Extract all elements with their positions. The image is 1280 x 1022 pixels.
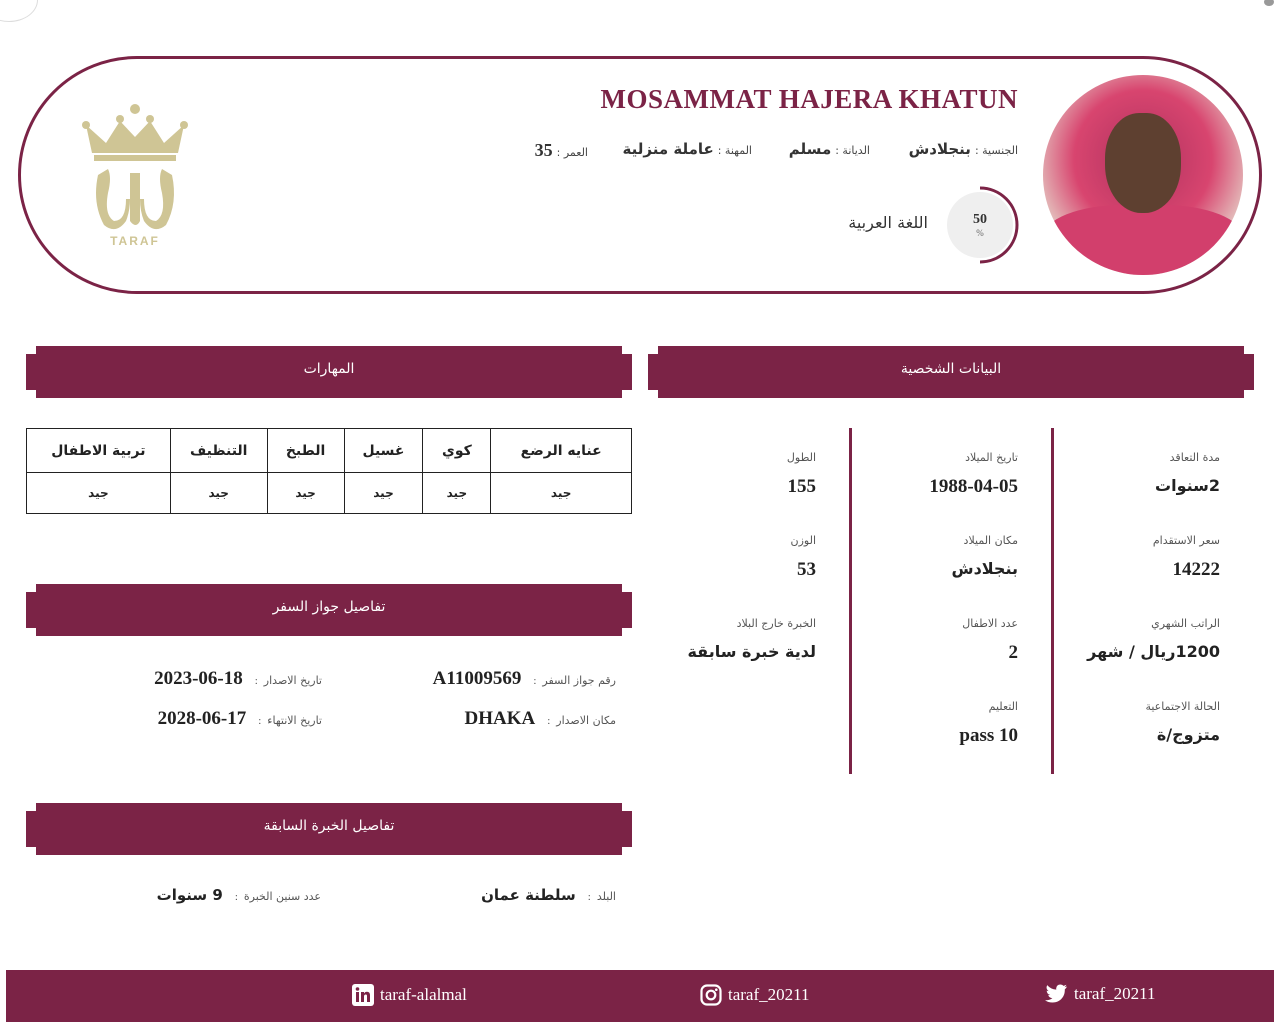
- skill-header: الطبخ: [267, 429, 344, 473]
- job-field: المهنة : عاملة منزلية: [622, 140, 752, 158]
- twitter-link[interactable]: taraf_20211: [1044, 984, 1156, 1004]
- scroll-indicator: [1264, 0, 1274, 6]
- passport-section-header: تفاصيل جواز السفر: [26, 584, 632, 636]
- corner-decoration: [0, 0, 38, 22]
- skills-table: [26, 428, 632, 514]
- linkedin-icon: [352, 984, 374, 1006]
- skill-header: كوي: [423, 429, 491, 473]
- skill-value: جيد: [267, 473, 344, 514]
- skills-value-row: [27, 473, 632, 514]
- skill-header: عنايه الرضع: [491, 429, 632, 473]
- skill-value: جيد: [170, 473, 267, 514]
- birth-date-field: تاريخ الميلاد 1988-04-05: [929, 451, 1018, 497]
- contract-field: مدة التعاقد 2سنوات: [1155, 451, 1220, 495]
- worker-name: MOSAMMAT HAJERA KHATUN: [600, 84, 1018, 114]
- skills-section-header: المهارات: [26, 346, 632, 398]
- profile-photo: [1043, 75, 1243, 275]
- salary-field: الراتب الشهري 1200ريال / شهر: [1087, 617, 1220, 661]
- passport-issue-date-field: تاريخ الاصدار : 2023-06-18: [154, 668, 322, 689]
- skill-header: تربية الاطفال: [27, 429, 171, 473]
- arabic-level-unit: %: [976, 228, 984, 238]
- nationality-field: الجنسية : بنجلادش: [908, 140, 1018, 158]
- skill-header: غسيل: [344, 429, 423, 473]
- marital-status-field: الحالة الاجتماعية متزوج/ة: [1145, 700, 1220, 744]
- weight-field: الوزن 53: [790, 534, 816, 580]
- education-field: التعليم pass 10: [959, 700, 1018, 746]
- height-field: الطول 155: [786, 451, 816, 497]
- abroad-experience-field: الخبرة خارج البلاد لدية خبرة سابقة: [687, 617, 816, 661]
- skill-value: جيد: [491, 473, 632, 514]
- instagram-icon: [700, 984, 722, 1006]
- experience-section-header: تفاصيل الخبرة السابقة: [26, 803, 632, 855]
- religion-field: الديانة : مسلم: [788, 140, 870, 158]
- skill-value: جيد: [27, 473, 171, 514]
- twitter-icon: [1044, 984, 1068, 1004]
- skills-header-row: [27, 429, 632, 473]
- experience-years-field: عدد سنين الخبرة : 9 سنوات: [156, 886, 321, 904]
- arabic-language-label: اللغة العربية: [848, 213, 928, 232]
- svg-text:TARAF: TARAF: [110, 234, 160, 248]
- arabic-level-value: 50: [973, 212, 987, 227]
- price-field: سعر الاستقدام 14222: [1152, 534, 1220, 580]
- skill-value: جيد: [423, 473, 491, 514]
- birth-place-field: مكان الميلاد بنجلادش: [951, 534, 1018, 578]
- age-field: العمر : 35: [534, 140, 588, 160]
- footer: [6, 970, 1274, 1022]
- passport-number-field: رقم جواز السفر : A11009569: [432, 668, 616, 689]
- experience-country-field: البلد : سلطنة عمان: [481, 886, 616, 904]
- skill-value: جيد: [344, 473, 423, 514]
- passport-issue-place-field: مكان الاصدار : DHAKA: [464, 708, 616, 729]
- personal-section-header: البيانات الشخصية: [648, 346, 1254, 398]
- taraf-logo: [82, 103, 188, 251]
- linkedin-link[interactable]: taraf-alalmal: [352, 984, 467, 1006]
- children-field: عدد الاطفال 2: [962, 617, 1018, 663]
- passport-expiry-field: تاريخ الانتهاء : 2028-06-17: [157, 708, 322, 729]
- skill-header: التنظيف: [170, 429, 267, 473]
- instagram-link[interactable]: taraf_20211: [700, 984, 810, 1006]
- arabic-level-gauge: [945, 186, 1021, 266]
